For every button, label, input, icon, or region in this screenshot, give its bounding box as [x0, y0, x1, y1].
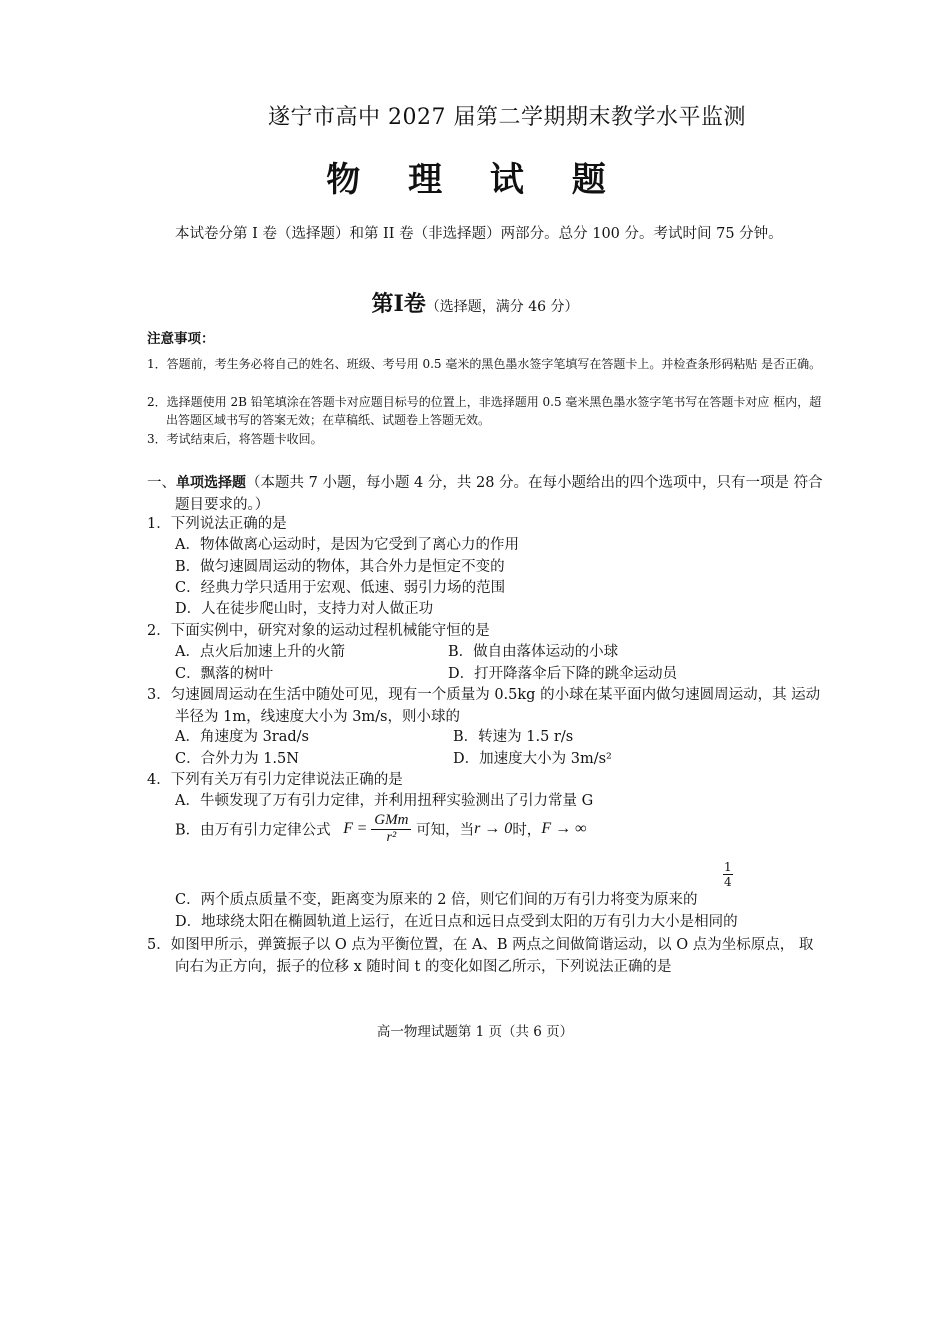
q1-option-c: C．经典力学只适用于宏观、低速、弱引力场的范围	[175, 580, 506, 596]
q3-option-d: D．加速度大小为 3m/s²	[453, 751, 612, 767]
part-one-title: 第Ⅰ卷	[371, 291, 426, 317]
notice-item-1: 1．答题前，考生务必将自己的姓名、班级、考号用 0.5 毫米的黑色墨水签字笔填写在答题卡上。并检查条形码粘贴 是否正确。	[147, 357, 822, 371]
exam-intro: 本试卷分第 I 卷（选择题）和第 II 卷（非选择题）两部分。总分 100 分。考试时间 75 分钟。	[175, 226, 783, 242]
q2-option-c: C．飘落的树叶	[175, 666, 274, 682]
q4-option-b-when: 时，	[512, 822, 542, 839]
subject-title: 物 理 试 题	[326, 160, 624, 200]
q4-option-d: D．地球绕太阳在椭圆轨道上运行，在近日点和远日点受到太阳的万有引力大小是相同的	[175, 914, 738, 930]
q4-option-c-fraction	[723, 860, 733, 889]
q4-option-b-result: F → ∞	[541, 820, 587, 837]
part-one-subtitle: （选择题，满分 46 分）	[425, 299, 579, 315]
q4-option-b-prefix: B．由万有引力定律公式	[175, 822, 331, 839]
q1-option-a: A．物体做离心运动时，是因为它受到了离心力的作用	[175, 537, 519, 553]
page-footer: 高一物理试题第 1 页（共 6 页）	[376, 1024, 574, 1040]
q3-option-c: C．合外力为 1.5N	[175, 751, 299, 767]
q3-stem: 3．匀速圆周运动在生活中随处可见，现有一个质量为 0.5kg 的小球在某平面内做匀速圆周运动，其 运动半径为 1m，线速度大小为 3m/s，则小球的	[147, 687, 821, 725]
q4-stem: 4．下列有关万有引力定律说法正确的是	[147, 772, 403, 788]
q3-option-b: B．转速为 1.5 r/s	[453, 729, 574, 745]
part-one-heading	[0, 287, 950, 318]
q5-stem: 5．如图甲所示，弹簧振子以 O 点为平衡位置，在 A、B 两点之间做简谐运动，以 O 点为坐标原点， 取向右为正方向，振子的位移 x 随时间 t 的变化如图乙所示，下列说法正确的是	[147, 937, 814, 975]
gravitation-formula-fraction	[371, 812, 411, 846]
formula-numerator: GMm	[371, 812, 411, 830]
fraction-denominator: 4	[724, 875, 732, 889]
formula-force-symbol: F	[343, 820, 354, 837]
section-one-heading	[147, 472, 825, 516]
q1-option-b: B．做匀速圆周运动的物体，其合外力是恒定不变的	[175, 559, 505, 575]
q3-option-a: A．角速度为 3rad/s	[175, 729, 309, 745]
formula-equals: =	[357, 820, 367, 837]
fraction-numerator: 1	[724, 860, 732, 874]
q2-option-d: D．打开降落伞后下降的跳伞运动员	[448, 666, 678, 682]
q4-option-b	[175, 812, 587, 846]
q4-option-c: C．两个质点质量不变，距离变为原来的 2 倍，则它们间的万有引力将变为原来的	[175, 892, 698, 908]
notice-item-3: 3．考试结束后，将答题卡收回。	[147, 432, 323, 446]
section-description: （本题共 7 小题，每小题 4 分，共 28 分。在每小题给出的四个选项中，只有一项是 符合题目要求的。）	[175, 475, 823, 513]
q1-stem: 1．下列说法正确的是	[147, 516, 287, 532]
q2-option-b: B．做自由落体运动的小球	[448, 644, 619, 660]
notice-heading: 注意事项：	[147, 331, 215, 347]
q1-option-d: D．人在徒步爬山时，支持力对人做正功	[175, 601, 434, 617]
section-title: 单项选择题	[176, 475, 246, 491]
q4-option-a: A．牛顿发现了万有引力定律，并利用扭秤实验测出了引力常量 G	[175, 793, 594, 809]
q4-option-b-condition: r → 0	[474, 820, 513, 837]
exam-title: 遂宁市高中 2027 届第二学期期末教学水平监测	[268, 105, 746, 130]
q4-option-b-mid: 可知，当	[416, 822, 475, 839]
q2-option-a: A．点火后加速上升的火箭	[175, 644, 345, 660]
notice-item-2: 2．选择题使用 2B 铅笔填涂在答题卡对应题目标号的位置上，非选择题用 0.5 毫米黑色墨水签字笔书写在答题卡对应 框内，超出答题区域书写的答案无效；在草稿纸、试题卷上答题无效。	[147, 395, 822, 427]
section-number: 一、	[147, 475, 176, 491]
q2-stem: 2．下面实例中，研究对象的运动过程机械能守恒的是	[147, 623, 490, 639]
formula-denominator: r²	[386, 830, 397, 845]
